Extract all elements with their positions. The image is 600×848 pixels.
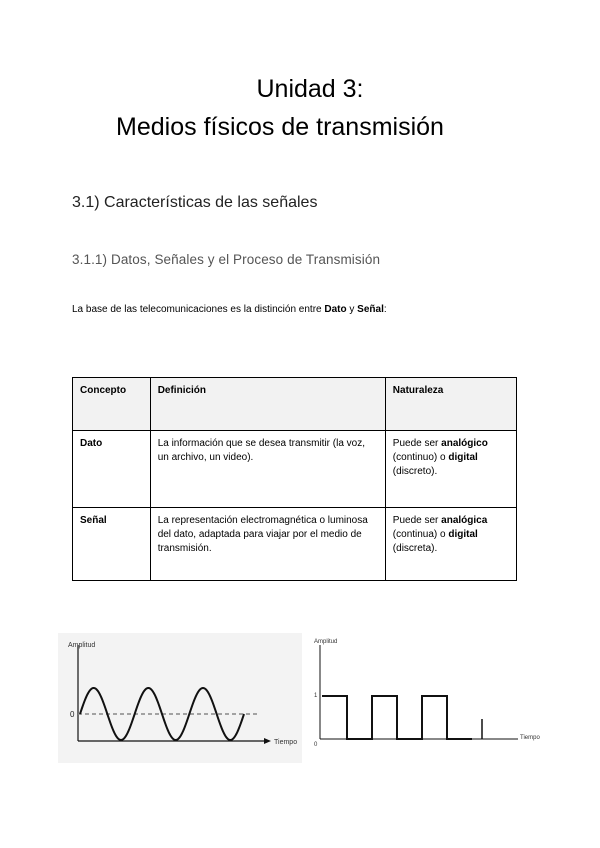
cell-definition: La información que se desea transmitir (la voz, un archivo, un video). <box>150 431 385 508</box>
intro-text: La base de las telecomunicaciones es la distinción entre <box>72 304 325 315</box>
nature-prefix: Puede ser <box>392 438 442 449</box>
intro-connector: y <box>346 304 358 315</box>
header-definicion: Definición <box>150 378 385 431</box>
section-heading: 3.1) Características de las señales <box>72 194 318 211</box>
table-header-row <box>73 378 517 431</box>
cell-concept: Dato <box>73 431 151 508</box>
high-label: 1 <box>314 693 318 699</box>
x-axis-label: Tiempo <box>274 739 298 746</box>
header-concepto: Concepto <box>73 378 151 431</box>
low-label: 0 <box>314 742 318 748</box>
cell-concept: Señal <box>73 508 151 581</box>
analog-signal-plot <box>58 633 302 763</box>
analog-signal-figure <box>58 633 302 763</box>
nature-prefix: Puede ser <box>392 515 442 526</box>
nature-suffix: (discreta). <box>392 543 438 554</box>
y-axis-label: Amplitud <box>314 639 338 645</box>
table-row <box>73 508 517 581</box>
square-wave <box>322 696 472 739</box>
x-axis-arrow <box>264 738 271 744</box>
table-row <box>73 431 517 508</box>
unit-heading: Unidad 3: <box>256 75 364 103</box>
term-senal: Señal <box>357 304 384 315</box>
nature-suffix: (discreto). <box>392 466 438 477</box>
cell-nature <box>385 508 516 581</box>
intro-colon: : <box>383 304 387 315</box>
subsection-heading: 3.1.1) Datos, Señales y el Proceso de Transmisión <box>72 252 381 267</box>
nature-digital: digital <box>448 452 478 463</box>
y-axis-label: Amplitud <box>68 642 96 649</box>
zero-label: 0 <box>70 710 75 719</box>
term-dato: Dato <box>324 304 347 315</box>
concepts-table <box>72 377 517 581</box>
digital-signal-plot <box>310 633 550 763</box>
cell-nature <box>385 431 516 508</box>
document-title: Medios físicos de transmisión <box>116 113 444 141</box>
header-naturaleza: Naturaleza <box>385 378 516 431</box>
nature-mid: (continua) o <box>392 529 449 540</box>
nature-analog: analógico <box>441 438 488 449</box>
cell-definition: La representación electromagnética o luminosa del dato, adaptada para viajar por el medio de transmisión. <box>150 508 385 581</box>
nature-analog: analógica <box>441 515 488 526</box>
nature-digital: digital <box>448 529 478 540</box>
nature-mid: (continuo) o <box>392 452 449 463</box>
intro-paragraph <box>72 304 387 315</box>
x-axis-label: Tiempo <box>520 735 540 741</box>
digital-signal-figure <box>310 633 550 763</box>
